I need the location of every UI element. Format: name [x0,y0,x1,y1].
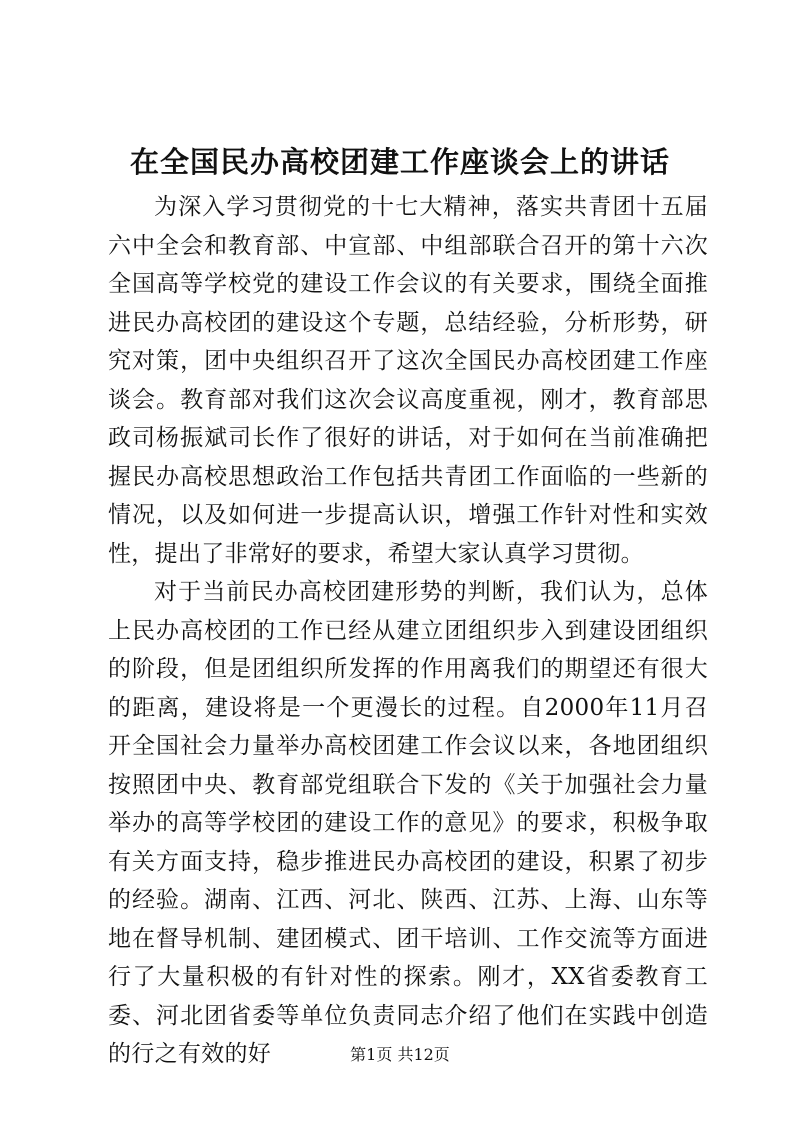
paragraph-1: 为深入学习贯彻党的十七大精神，落实共青团十五届六中全会和教育部、中宣部、中组部联合召开的第十六次全国高等学校党的建设工作会议的有关要求，围绕全面推进民办高校团的建设这个专题，总结经验，分析形势，研究对策，团中央组织召开了这次全国民办高校团建工作座谈会。教育部对我们这次会议高度重视，刚才，教育部思政司杨振斌司长作了很好的讲话，对于如何在当前准确把握民办高校思想政治工作包括共青团工作面临的一些新的情况，以及如何进一步提高认识，增强工作针对性和实效性，提出了非常好的要求，希望大家认真学习贯彻。 [108,194,708,567]
paragraph-2: 对于当前民办高校团建形势的判断，我们认为，总体上民办高校团的工作已经从建立团组织步入到建设团组织的阶段，但是团组织所发挥的作用离我们的期望还有很大的距离，建设将是一个更漫长的过程。自2000年11月召开全国社会力量举办高校团建工作会议以来，各地团组织按照团中央、教育部党组联合下发的《关于加强社会力量举办的高等学校团的建设工作的意见》的要求，积极争取有关方面支持，稳步推进民办高校团的建设，积累了初步的经验。湖南、江西、河北、陕西、江苏、上海、山东等地在督导机制、建团模式、团干培训、工作交流等方面进行了大量积极的有针对性的探索。刚才，XX省委教育工委、河北团省委等单位负责同志介绍了他们在实践中创造的行之有效的好 [108,579,708,1067]
document-title: 在全国民办高校团建工作座谈会上的讲话 [129,145,670,179]
page-number: 第1页 共12页 [350,1045,450,1064]
document-body [108,188,708,1074]
